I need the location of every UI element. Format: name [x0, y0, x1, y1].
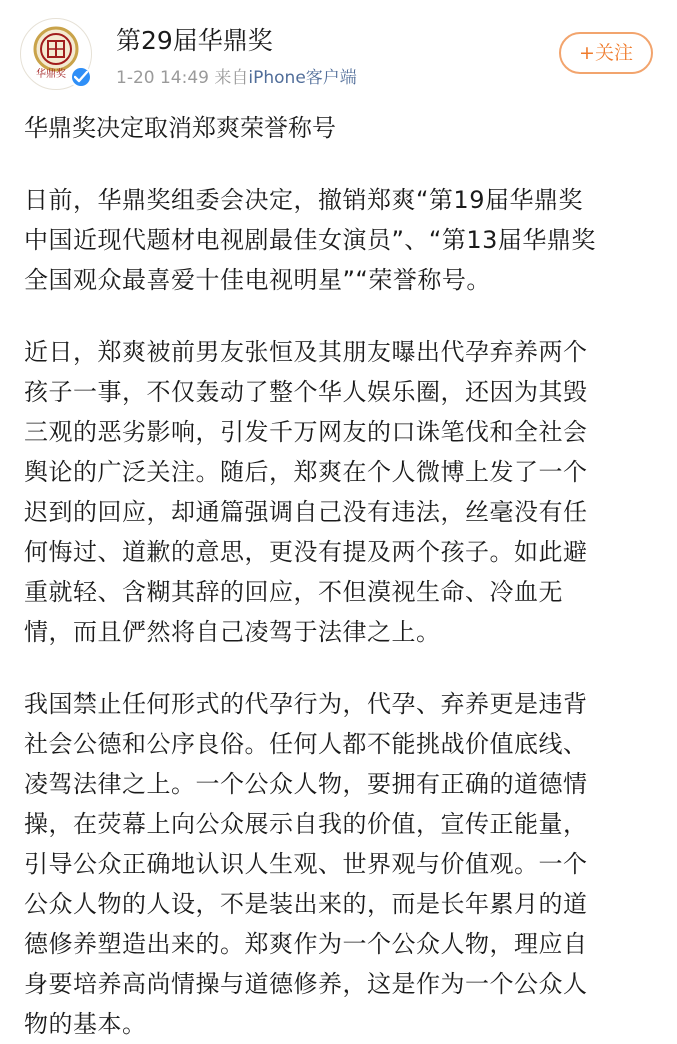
paragraph-1 — [24, 180, 660, 300]
text-line: 日前，华鼎奖组委会决定，撤销郑爽“第19届华鼎奖 — [24, 186, 583, 214]
text-line: 公众人物的人设，不是装出来的，而是长年累月的道 — [24, 890, 588, 918]
text-line: 中国近现代题材电视剧最佳女演员”、“第13届华鼎奖 — [24, 226, 596, 254]
text-line: 三观的恶劣影响，引发千万网友的口诛笔伐和全社会 — [24, 418, 588, 446]
text-line: 何悔过、道歉的意思，更没有提及两个孩子。如此避 — [24, 538, 588, 566]
paragraph-gap — [24, 300, 660, 332]
post-source-client[interactable]: iPhone客户端 — [248, 68, 357, 88]
text-line: 迟到的回应，却通篇强调自己没有违法，丝毫没有任 — [24, 498, 588, 526]
text-line: 舆论的广泛关注。随后，郑爽在个人微博上发了一个 — [24, 458, 588, 486]
follow-button[interactable]: +关注 — [559, 32, 653, 74]
paragraph-3 — [24, 684, 660, 1044]
text-line: 全国观众最喜爱十佳电视明星”“荣誉称号。 — [24, 266, 491, 294]
paragraph-gap — [24, 148, 660, 180]
author-name[interactable]: 第29届华鼎奖 — [116, 26, 273, 55]
post-title: 华鼎奖决定取消郑爽荣誉称号 — [24, 114, 336, 142]
text-line: 德修养塑造出来的。郑爽作为一个公众人物，理应自 — [24, 930, 588, 958]
text-line: 引导公众正确地认识人生观、世界观与价值观。一个 — [24, 850, 588, 878]
post-source-prefix: 来自 — [214, 68, 249, 88]
text-line: 操，在荧幕上向公众展示自我的价值，宣传正能量， — [24, 810, 588, 838]
text-line: 凌驾法律之上。一个公众人物，要拥有正确的道德情 — [24, 770, 588, 798]
text-line: 孩子一事，不仅轰动了整个华人娱乐圈，还因为其毁 — [24, 378, 588, 406]
paragraph-2 — [24, 332, 660, 652]
text-line: 物的基本。 — [24, 1010, 147, 1038]
post-time: 1-20 14:49 — [116, 68, 209, 88]
text-line: 我国禁止任何形式的代孕行为，代孕、弃养更是违背 — [24, 690, 588, 718]
text-line: 重就轻、含糊其辞的回应，不但漠视生命、冷血无 — [24, 578, 563, 606]
post-header — [0, 0, 677, 100]
paragraph-gap — [24, 652, 660, 684]
text-line: 社会公德和公序良俗。任何人都不能挑战价值底线、 — [24, 730, 588, 758]
post-content — [24, 108, 660, 1044]
avatar-text: 华鼎奖 — [36, 69, 66, 80]
text-line: 近日，郑爽被前男友张恒及其朋友曝出代孕弃养两个 — [24, 338, 588, 366]
text-line: 身要培养高尚情操与道德修养，这是作为一个公众人 — [24, 970, 588, 998]
verified-badge-icon — [70, 66, 92, 88]
post-meta — [116, 68, 357, 88]
text-line: 情，而且俨然将自己凌驾于法律之上。 — [24, 618, 441, 646]
